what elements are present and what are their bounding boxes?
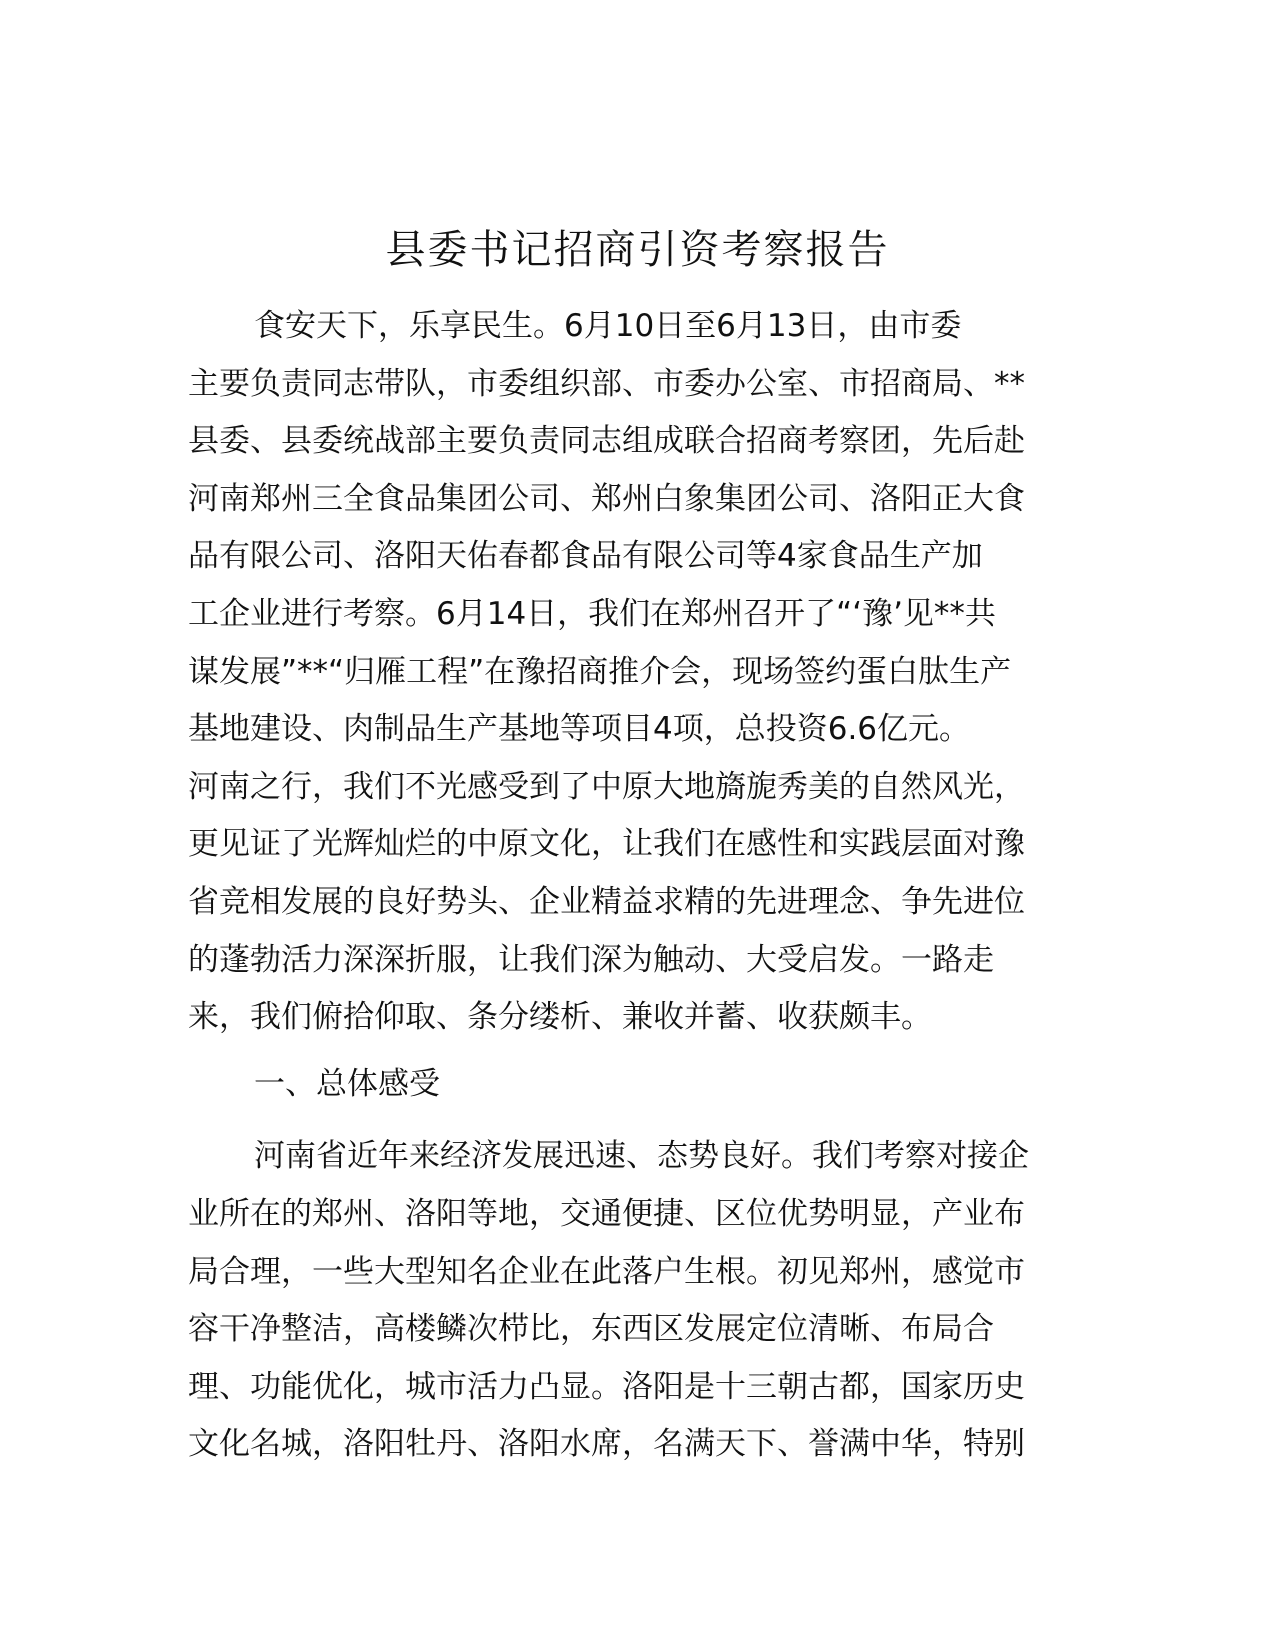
paragraph-line: 更见证了光辉灿烂的中原文化，让我们在感性和实践层面对豫 [188, 826, 1025, 863]
paragraph-overview [188, 1128, 1088, 1474]
paragraph-line: 河南省近年来经济发展迅速、态势良好。我们考察对接企 [254, 1138, 1029, 1175]
paragraph-line: 业所在的郑州、洛阳等地，交通便捷、区位优势明显，产业布 [188, 1195, 1025, 1232]
paragraph-line: 局合理，一些大型知名企业在此落户生根。初见郑州，感觉市 [188, 1253, 1025, 1290]
paragraph-intro [188, 298, 1088, 1047]
paragraph-line: 工企业进行考察。6月14日，我们在郑州召开了“‘豫’见**共 [188, 595, 996, 632]
paragraph-line: 容干净整洁，高楼鳞次栉比，东西区发展定位清晰、布局合 [188, 1311, 994, 1348]
document-body [188, 298, 1088, 1474]
paragraph-line: 食安天下，乐享民生。6月10日至6月13日，由市委 [254, 308, 962, 344]
paragraph-line: 谋发展”**“归雁工程”在豫招商推介会，现场签约蛋白肽生产 [188, 653, 1012, 690]
paragraph-line: 主要负责同志带队，市委组织部、市委办公室、市招商局、** [188, 365, 1025, 402]
paragraph-line: 理、功能优化，城市活力凸显。洛阳是十三朝古都，国家历史 [188, 1368, 1025, 1405]
paragraph-line: 基地建设、肉制品生产基地等项目4项，总投资6.6亿元。 [188, 711, 971, 748]
paragraph-line: 省竞相发展的良好势头、企业精益求精的先进理念、争先进位 [188, 883, 1025, 920]
paragraph-line: 品有限公司、洛阳天佑春都食品有限公司等4家食品生产加 [188, 538, 983, 575]
paragraph-line: 河南之行，我们不光感受到了中原大地旖旎秀美的自然风光， [188, 768, 1025, 805]
document-title: 县委书记招商引资考察报告 [385, 227, 890, 273]
paragraph-line: 来，我们俯拾仰取、条分缕析、兼收并蓄、收获颇丰。 [188, 999, 932, 1036]
section-heading: 一、总体感受 [254, 1065, 440, 1102]
paragraph-line: 县委、县委统战部主要负责同志组成联合招商考察团，先后赴 [188, 423, 1025, 460]
paragraph-line: 文化名城，洛阳牡丹、洛阳水席，名满天下、誉满中华，特别 [188, 1426, 1025, 1463]
paragraph-line: 的蓬勃活力深深折服，让我们深为触动、大受启发。一路走 [188, 941, 994, 978]
paragraph-line: 河南郑州三全食品集团公司、郑州白象集团公司、洛阳正大食 [188, 480, 1025, 517]
